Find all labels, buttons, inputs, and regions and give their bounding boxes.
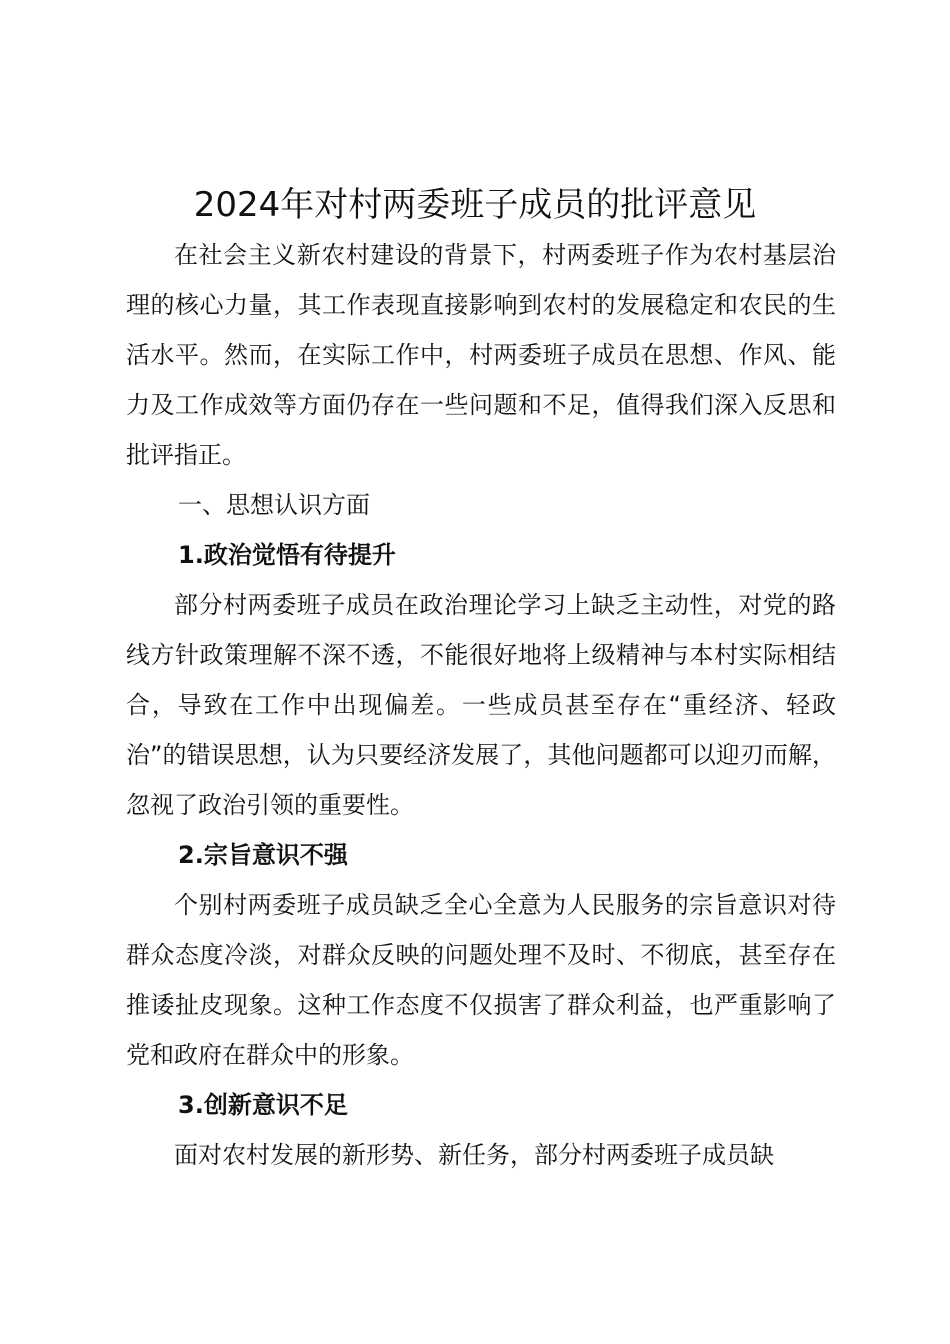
section-heading-thought: 一、思想认识方面 bbox=[178, 491, 370, 519]
intro-paragraph: 在社会主义新农村建设的背景下，村两委班子作为农村基层治理的核心力量，其工作表现直接影响到农村的发展稳定和农民的生活水平。然而，在实际工作中，村两委班子成员在思想、作风、能力及工作成效等方面仍存在一些问题和不足，值得我们深入反思和批评指正。 bbox=[126, 241, 836, 469]
subheading-political-awareness: 1.政治觉悟有待提升 bbox=[178, 541, 396, 569]
paragraph-service-awareness: 个别村两委班子成员缺乏全心全意为人民服务的宗旨意识对待群众态度冷淡，对群众反映的问题处理不及时、不彻底，甚至存在推诿扯皮现象。这种工作态度不仅损害了群众利益，也严重影响了党和政府在群众中的形象。 bbox=[126, 891, 836, 1069]
paragraph-innovation-awareness: 面对农村发展的新形势、新任务，部分村两委班子成员缺 bbox=[174, 1141, 774, 1169]
paragraph-political-awareness: 部分村两委班子成员在政治理论学习上缺乏主动性，对党的路线方针政策理解不深不透，不能很好地将上级精神与本村实际相结合，导致在工作中出现偏差。一些成员甚至存在“重经济、轻政治”的错误思想，认为只要经济发展了，其他问题都可以迎刃而解，忽视了政治引领的重要性。 bbox=[126, 591, 836, 819]
subheading-innovation-awareness: 3.创新意识不足 bbox=[178, 1091, 348, 1119]
subheading-service-awareness: 2.宗旨意识不强 bbox=[178, 841, 348, 869]
document-title: 2024年对村两委班子成员的批评意见 bbox=[193, 185, 757, 225]
